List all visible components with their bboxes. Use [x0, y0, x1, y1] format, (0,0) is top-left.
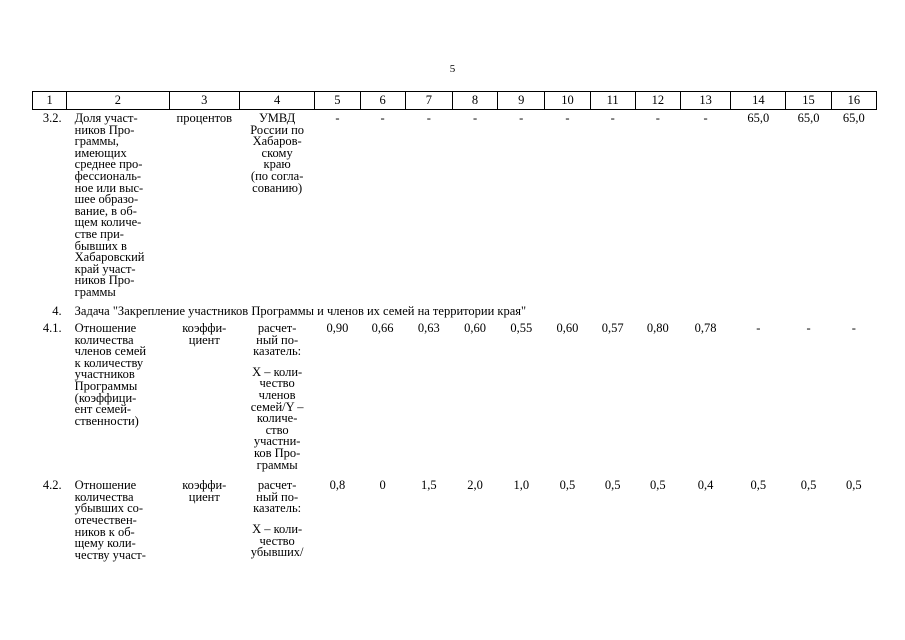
header-cell: 7	[405, 92, 452, 110]
header-cell: 8	[452, 92, 497, 110]
value-cell: 2,0	[467, 478, 483, 493]
value-cell: -	[655, 111, 660, 125]
table-row	[33, 110, 877, 303]
data-source-part: X – коли- чество убывших/	[250, 522, 304, 560]
header-cell: 15	[786, 92, 831, 110]
value-cell: -	[806, 321, 811, 336]
data-source	[239, 110, 314, 303]
table-row	[33, 477, 877, 561]
value-cell: -	[851, 321, 856, 336]
header-cell: 13	[680, 92, 730, 110]
value-cell: -	[703, 111, 708, 125]
header-cell: 14	[731, 92, 786, 110]
data-source	[239, 477, 314, 561]
indicator-name: Доля участ- ников Про- граммы, имеющих среднее про- фессиональ- ное или выс- шее образо- вание, в об- щем количе- стве при- бывших в Хабаровский край участ- ников Про- граммы	[74, 111, 145, 299]
value-cell: 0,57	[601, 321, 624, 336]
row-number: 3.2.	[42, 111, 62, 125]
value-cell: 0,5	[650, 478, 666, 493]
unit-of-measure: коэффи- циент	[182, 321, 227, 347]
header-cell: 11	[590, 92, 635, 110]
value-cell: 65,0	[797, 111, 820, 125]
data-source-part: расчет- ный по- казатель:	[253, 478, 302, 516]
value-cell: 1,5	[421, 478, 437, 493]
indicator-name: Отношение количества членов семей к количеству участников Программы (коэффици- ент семей- ственности)	[74, 321, 147, 428]
value-cell: 0,5	[750, 478, 767, 493]
value-cell: 0,90	[326, 321, 349, 336]
value-cell: 0,80	[646, 321, 669, 336]
value-cell: -	[380, 111, 385, 125]
value-cell: 1,0	[513, 478, 530, 493]
header-cell: 16	[831, 92, 876, 110]
value-cell: 65,0	[842, 111, 865, 125]
value-cell: 0,63	[417, 321, 440, 336]
task-row	[33, 303, 877, 321]
value-cell: -	[610, 111, 615, 125]
value-cell: 0,60	[556, 321, 579, 336]
value-cell: -	[756, 321, 761, 336]
value-cell: 0,5	[604, 478, 621, 493]
value-cell: 0	[379, 478, 386, 493]
indicator-name: Отношение количества убывших со- отечествен- ников к об- щему коли- честву участ-	[74, 478, 146, 562]
row-number: 4.1.	[42, 321, 62, 336]
header-cell: 3	[169, 92, 239, 110]
header-cell: 6	[360, 92, 405, 110]
header-cell: 9	[498, 92, 545, 110]
row-number: 4.2.	[42, 478, 62, 493]
value-cell: -	[519, 111, 524, 125]
value-cell: -	[426, 111, 431, 125]
program-indicators-table	[32, 91, 877, 561]
unit-of-measure: коэффи- циент	[182, 478, 227, 504]
value-cell: -	[335, 111, 340, 125]
value-cell: 0,5	[800, 478, 817, 493]
task-title: Задача "Закрепление участников Программы и членов их семей на территории края"	[74, 303, 527, 318]
table-row	[33, 320, 877, 477]
value-cell: 0,78	[694, 321, 717, 336]
data-source	[239, 320, 314, 477]
value-cell: 65,0	[747, 111, 770, 125]
table-body	[33, 110, 877, 562]
header-cell: 10	[545, 92, 590, 110]
value-cell: 0,60	[464, 321, 486, 336]
value-cell: 0,8	[329, 478, 346, 493]
data-source-part: X – коли- чество членов семей/Y – количе- ство участни- ков Про- граммы	[250, 364, 304, 472]
header-cell: 12	[635, 92, 680, 110]
header-row	[33, 92, 877, 110]
data-source-part: расчет- ный по- казатель:	[253, 321, 302, 359]
data-source-part: УМВД России по Хабаров- скому краю (по согла- сованию)	[250, 111, 305, 195]
value-cell: 0,5	[559, 478, 576, 493]
page-number: 5	[449, 63, 456, 75]
header-cell: 2	[67, 92, 169, 110]
value-cell: -	[472, 111, 478, 125]
header-cell: 5	[315, 92, 360, 110]
value-cell: 0,4	[697, 478, 714, 493]
header-cell: 1	[33, 92, 67, 110]
header-cell: 4	[239, 92, 314, 110]
unit-of-measure: процентов	[176, 111, 233, 125]
task-number: 4.	[52, 303, 62, 318]
value-cell: -	[565, 111, 570, 125]
value-cell: 0,5	[846, 478, 862, 493]
value-cell: 0,55	[510, 321, 533, 336]
value-cell: 0,66	[371, 321, 394, 336]
